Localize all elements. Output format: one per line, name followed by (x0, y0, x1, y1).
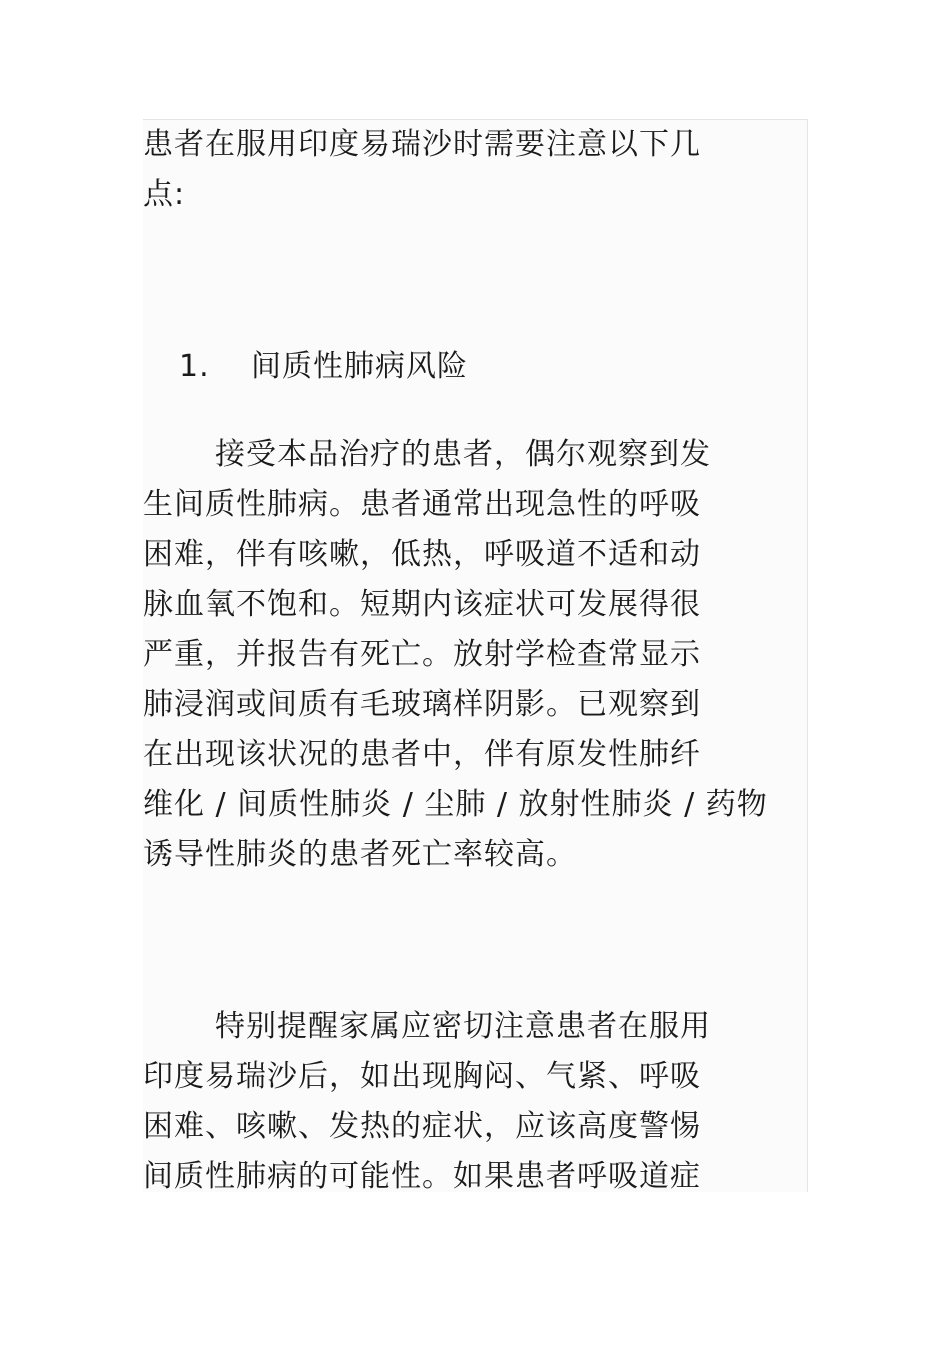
document-page (143, 119, 808, 1192)
paragraph-line: 特别提醒家属应密切注意患者在服用 (215, 1009, 711, 1044)
paragraph-line: 间质性肺病的可能性。如果患者呼吸道症 (143, 1159, 701, 1192)
paragraph-ild-risk (143, 430, 768, 880)
paragraph-line: 接受本品治疗的患者，偶尔观察到发 (215, 437, 711, 472)
section-heading (179, 342, 468, 392)
paragraph-line: 印度易瑞沙后，如出现胸闷、气紧、呼吸 (143, 1059, 701, 1094)
section-title: 间质性肺病风险 (251, 349, 468, 384)
paragraph-line: 生间质性肺病。患者通常出现急性的呼吸 (143, 487, 701, 522)
paragraph-line: 困难、咳嗽、发热的症状，应该高度警惕 (143, 1109, 701, 1144)
paragraph-family-reminder (143, 1002, 711, 1192)
section-number: 1. (179, 349, 210, 384)
paragraph-line: 维化 / 间质性肺炎 / 尘肺 / 放射性肺炎 / 药物 (143, 787, 768, 822)
paragraph-line: 肺浸润或间质有毛玻璃样阴影。已观察到 (143, 687, 701, 722)
paragraph-line: 困难，伴有咳嗽，低热，呼吸道不适和动 (143, 537, 701, 572)
paragraph-line: 脉血氧不饱和。短期内该症状可发展得很 (143, 587, 701, 622)
paragraph-line: 在出现该状况的患者中，伴有原发性肺纤 (143, 737, 701, 772)
paragraph-line: 诱导性肺炎的患者死亡率较高。 (143, 837, 577, 872)
intro-line: 点: (143, 177, 186, 212)
intro-text (143, 120, 701, 220)
paragraph-line: 严重，并报告有死亡。放射学检查常显示 (143, 637, 701, 672)
intro-line: 患者在服用印度易瑞沙时需要注意以下几 (143, 127, 701, 162)
